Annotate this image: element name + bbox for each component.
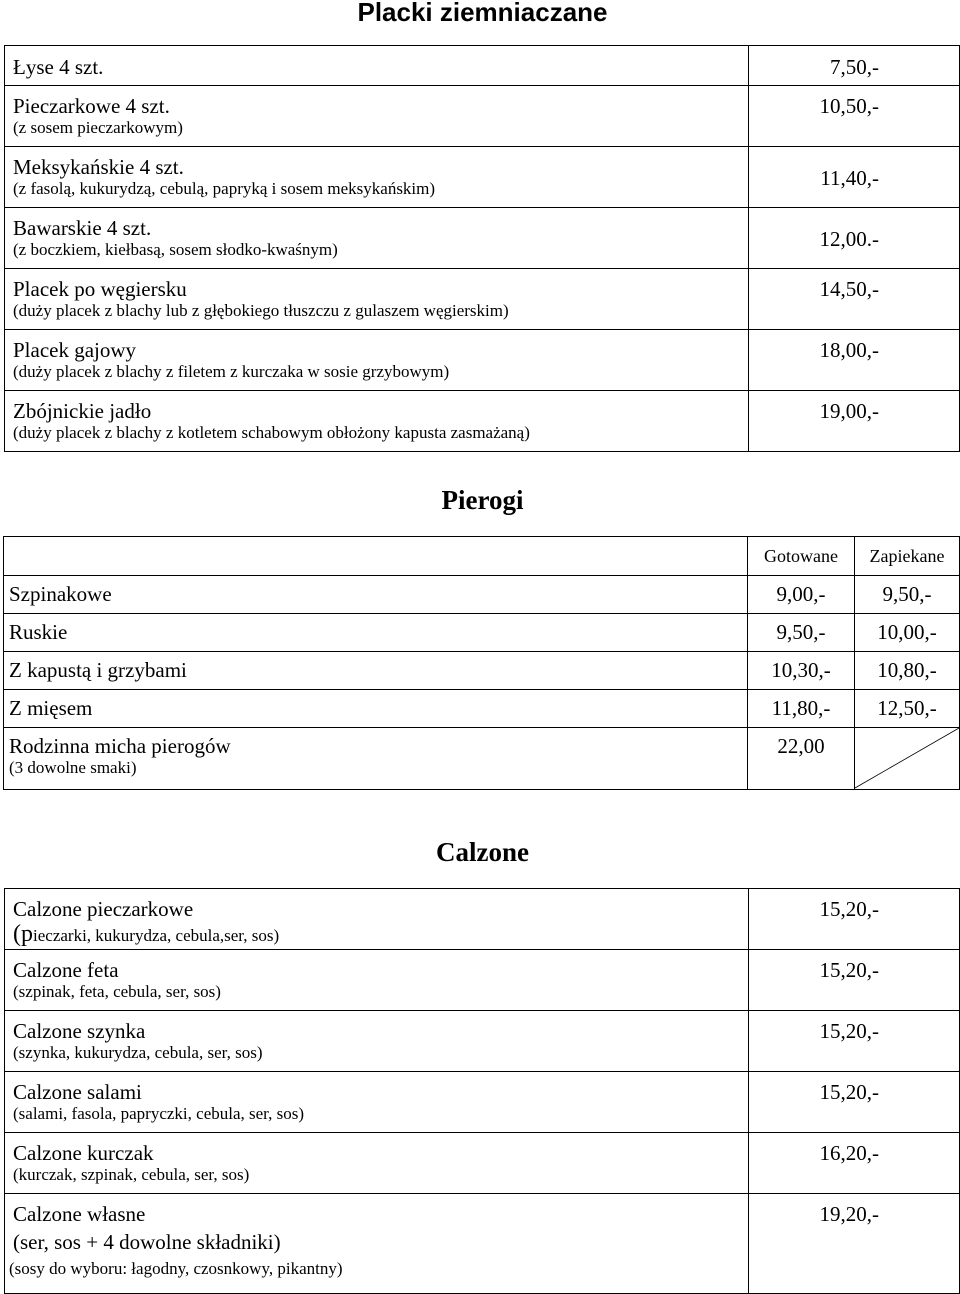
price-zapiekane: 9,50,- — [882, 582, 932, 606]
item-description: (z fasolą, kukurydzą, cebulą, papryką i sosem meksykańskim) — [13, 179, 436, 198]
item-name: Zbójnickie jadło — [13, 399, 152, 423]
section-title-pierogi: Pierogi — [441, 485, 524, 515]
table-row — [5, 391, 960, 452]
column-header-zapiekane: Zapiekane — [869, 546, 945, 566]
placki-table — [4, 45, 960, 452]
table-row — [5, 1011, 960, 1072]
item-description: (duży placek z blachy lub z głębokiego tłuszczu z gulaszem węgierskim) — [13, 301, 509, 320]
item-price: 15,20,- — [819, 1080, 879, 1104]
table-row — [5, 1194, 960, 1294]
table-row — [5, 950, 960, 1011]
item-description: (pieczarki, kukurydza, cebula,ser, sos) — [13, 921, 280, 947]
table-row — [4, 614, 960, 652]
item-price: 16,20,- — [819, 1141, 879, 1165]
price-gotowane: 9,00,- — [776, 582, 826, 606]
column-header-gotowane: Gotowane — [764, 546, 838, 566]
price-gotowane: 9,50,- — [776, 620, 826, 644]
table-row — [5, 1072, 960, 1133]
item-description: (kurczak, szpinak, cebula, ser, sos) — [13, 1165, 250, 1184]
item-price: 7,50,- — [830, 55, 879, 79]
table-header-row — [4, 537, 960, 576]
item-name: Meksykańskie 4 szt. — [13, 155, 184, 179]
calzone-table — [4, 888, 960, 1294]
diagonal-line-icon — [855, 728, 959, 789]
item-description: (z sosem pieczarkowym) — [13, 118, 183, 137]
price-gotowane: 11,80,- — [771, 696, 831, 720]
item-price: 15,20,- — [819, 897, 879, 921]
table-row — [4, 690, 960, 728]
item-name: Bawarskie 4 szt. — [13, 216, 152, 240]
item-name: Calzone feta — [13, 958, 119, 982]
item-name: Calzone kurczak — [13, 1141, 154, 1165]
item-name: Ruskie — [9, 620, 68, 644]
item-price: 19,20,- — [819, 1202, 879, 1226]
item-name: Calzone własne — [13, 1202, 146, 1226]
price-gotowane: 22,00 — [777, 734, 825, 758]
item-name: Calzone salami — [13, 1080, 142, 1104]
item-price: 11,40,- — [820, 166, 879, 190]
item-name: Placek po węgiersku — [13, 277, 187, 301]
price-zapiekane: 10,00,- — [877, 620, 937, 644]
item-name: Calzone szynka — [13, 1019, 146, 1043]
item-name: Rodzinna micha pierogów — [9, 734, 231, 758]
table-row — [5, 330, 960, 391]
item-name: Calzone pieczarkowe — [13, 897, 194, 921]
item-note: (sosy do wyboru: łagodny, czosnkowy, pikantny) — [9, 1259, 343, 1278]
table-row — [5, 147, 960, 208]
table-row — [5, 86, 960, 147]
item-description: (3 dowolne smaki) — [9, 758, 137, 777]
table-row — [5, 208, 960, 269]
item-price: 18,00,- — [819, 338, 879, 362]
table-row — [4, 728, 960, 790]
price-zapiekane: 10,80,- — [877, 658, 937, 682]
item-description: (duży placek z blachy z kotletem schabowym obłożony kapusta zasmażaną) — [13, 423, 530, 442]
item-description: (szynka, kukurydza, cebula, ser, sos) — [13, 1043, 263, 1062]
item-description: (szpinak, feta, cebula, ser, sos) — [13, 982, 221, 1001]
table-row — [5, 889, 960, 950]
item-name: Placek gajowy — [13, 338, 137, 362]
item-price: 14,50,- — [819, 277, 879, 301]
item-name: Z mięsem — [9, 696, 93, 720]
item-name: Szpinakowe — [9, 582, 112, 606]
empty-cell-crossed — [855, 728, 960, 790]
item-description: (ser, sos + 4 dowolne składniki) — [13, 1230, 281, 1254]
table-row — [4, 576, 960, 614]
item-name: Pieczarkowe 4 szt. — [13, 94, 170, 118]
item-name: Z kapustą i grzybami — [9, 658, 187, 682]
table-row — [5, 46, 960, 86]
section-title-placki: Placki ziemniaczane — [357, 0, 608, 27]
item-description: (z boczkiem, kiełbasą, sosem słodko-kwaśnym) — [13, 240, 338, 259]
table-row — [5, 269, 960, 330]
price-gotowane: 10,30,- — [771, 658, 831, 682]
item-price: 19,00,- — [819, 399, 879, 423]
section-title-calzone: Calzone — [436, 837, 529, 867]
item-description: (salami, fasola, papryczki, cebula, ser, sos) — [13, 1104, 305, 1123]
item-price: 15,20,- — [819, 958, 879, 982]
item-price: 10,50,- — [819, 94, 879, 118]
price-zapiekane: 12,50,- — [877, 696, 937, 720]
item-price: 15,20,- — [819, 1019, 879, 1043]
item-description: (duży placek z blachy z filetem z kurczaka w sosie grzybowym) — [13, 362, 450, 381]
table-row — [4, 652, 960, 690]
table-row — [5, 1133, 960, 1194]
item-price: 12,00.- — [819, 227, 879, 251]
pierogi-table — [3, 536, 960, 790]
item-name: Łyse 4 szt. — [13, 55, 104, 79]
